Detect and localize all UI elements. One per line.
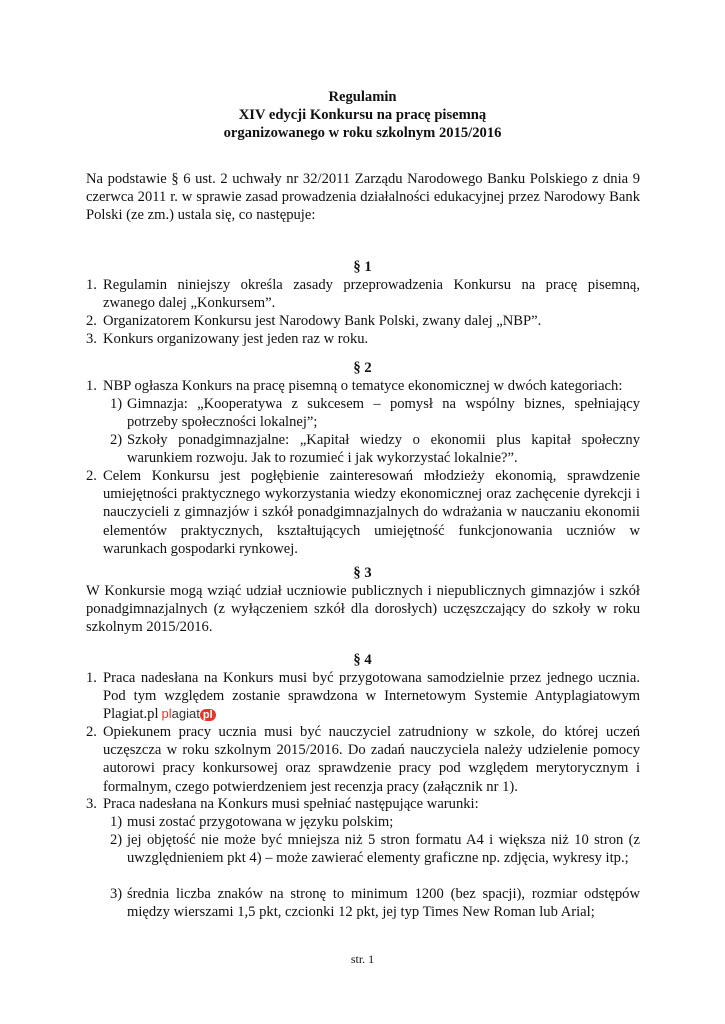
s4-item-3 — [86, 795, 640, 813]
s2-item-2 — [86, 467, 640, 558]
s4-item-1 — [86, 669, 640, 725]
subitem-number: 1) — [110, 396, 123, 412]
item-number: 1. — [86, 670, 97, 686]
subitem-number: 2) — [110, 432, 123, 448]
s2-subitem-2 — [110, 431, 640, 467]
item-text: Konkurs organizowany jest jeden raz w roku. — [103, 331, 369, 347]
subitem-text: jej objętość nie może być mniejsza niż 5 stron formatu A4 i większa niż 10 stron (z uwzględnieniem pkt 4) – może zawierać elementy graficzne np. zdjęcia, wykresy itp.; — [127, 832, 640, 867]
section-2-heading: § 2 — [353, 360, 372, 376]
s1-item-2 — [86, 312, 640, 330]
item-number: 2. — [86, 724, 97, 740]
s2-item-1 — [86, 377, 640, 395]
s1-item-1 — [86, 276, 640, 312]
s4-subitem-1 — [110, 813, 640, 831]
plagiat-logo — [162, 705, 216, 724]
s4-item-2 — [86, 723, 640, 796]
s1-item-3 — [86, 330, 640, 348]
item-text — [103, 669, 640, 725]
subitem-text: Gimnazja: „Kooperatywa z sukcesem – pomysł na wspólny biznes, spełniający potrzeby społeczności lokalnej”; — [127, 396, 640, 431]
section-3-heading: § 3 — [353, 565, 372, 581]
logo-part-agiat: agiat — [171, 706, 200, 722]
subitem-text: musi zostać przygotowana w języku polskim; — [127, 814, 394, 830]
item-text: Regulamin niniejszy określa zasady przeprowadzenia Konkursu na pracę pisemną, zwanego dalej „Konkursem”. — [103, 277, 640, 312]
item-text-body: Praca nadesłana na Konkurs musi być przygotowana samodzielnie przez jednego ucznia. Pod tym względem zostanie sprawdzona w Internetowym Systemie Antyplagiatowym Plagiat.pl — [103, 670, 640, 723]
s4-subitem-3 — [110, 885, 640, 921]
document-subtitle-year: organizowanego w roku szkolnym 2015/2016 — [223, 125, 502, 141]
document-subtitle: XIV edycji Konkursu na pracę pisemną — [238, 107, 487, 123]
item-number: 1. — [86, 378, 97, 394]
item-number: 1. — [86, 277, 97, 293]
s4-subitem-2 — [110, 831, 640, 867]
intro-paragraph: Na podstawie § 6 ust. 2 uchwały nr 32/2011 Zarządu Narodowego Banku Polskiego z dnia 9 czerwca 2011 r. w sprawie zasad prowadzenia działalności edukacyjnej przez Narodowy Bank Polski (ze zm.) ustala się, co następuje: — [86, 171, 640, 224]
item-number: 3. — [86, 331, 97, 347]
item-number: 3. — [86, 796, 97, 812]
s2-subitem-1 — [110, 395, 640, 431]
subitem-number: 1) — [110, 814, 123, 830]
document-title: Regulamin — [328, 89, 397, 105]
subitem-number: 3) — [110, 886, 123, 902]
item-text: NBP ogłasza Konkurs na pracę pisemną o tematyce ekonomicznej w dwóch kategoriach: — [103, 378, 623, 394]
item-number: 2. — [86, 468, 97, 484]
subitem-number: 2) — [110, 832, 123, 848]
item-number: 2. — [86, 313, 97, 329]
subitem-text: średnia liczba znaków na stronę to minimum 1200 (bez spacji), rozmiar odstępów między wierszami 1,5 pkt, czcionki 12 pkt, jej typ Times New Roman lub Arial; — [127, 886, 640, 921]
item-text: Opiekunem pracy ucznia musi być nauczyciel zatrudniony w szkole, do której uczeń uczęszcza w roku szkolnym 2015/2016. Do zadań nauczyciela należy udzielenie pomocy autorowi pracy konkursowej oraz sprawdzenie pracy pod względem merytorycznym i formalnym, czego potwierdzeniem jest recenzja pracy (załącznik nr 1). — [103, 724, 640, 795]
logo-part-pl: pl — [161, 706, 172, 722]
item-text: Celem Konkursu jest pogłębienie zainteresowań młodzieży ekonomią, sprawdzenie umiejętności praktycznego wykorzystania wiedzy ekonomicznej oraz zachęcenie dyrekcji i nauczycieli z gimnazjów i szkół ponadgimnazjalnych do wdrażania w nauczaniu ekonomii elementów praktycznych, kształtujących umiejętność funkcjonowania uczniów w warunkach gospodarki rynkowej. — [103, 468, 640, 557]
section-4-heading: § 4 — [353, 652, 372, 668]
s3-paragraph: W Konkursie mogą wziąć udział uczniowie publicznych i niepublicznych gimnazjów i szkół ponadgimnazjalnych (z wyłączeniem szkół dla dorosłych) uczęszczający do szkoły w roku szkolnym 2015/2016. — [86, 583, 640, 636]
logo-badge-pl: pl — [200, 709, 216, 721]
page-number: str. 1 — [350, 952, 375, 966]
section-1-heading: § 1 — [353, 259, 372, 275]
subitem-text: Szkoły ponadgimnazjalne: „Kapitał wiedzy o ekonomii plus kapitał społeczny warunkiem rozwoju. Jak to rozumieć i jak wykorzystać lokalnie?”. — [127, 432, 640, 467]
item-text: Organizatorem Konkursu jest Narodowy Bank Polski, zwany dalej „NBP”. — [103, 313, 542, 329]
item-text: Praca nadesłana na Konkurs musi spełniać następujące warunki: — [103, 796, 479, 812]
